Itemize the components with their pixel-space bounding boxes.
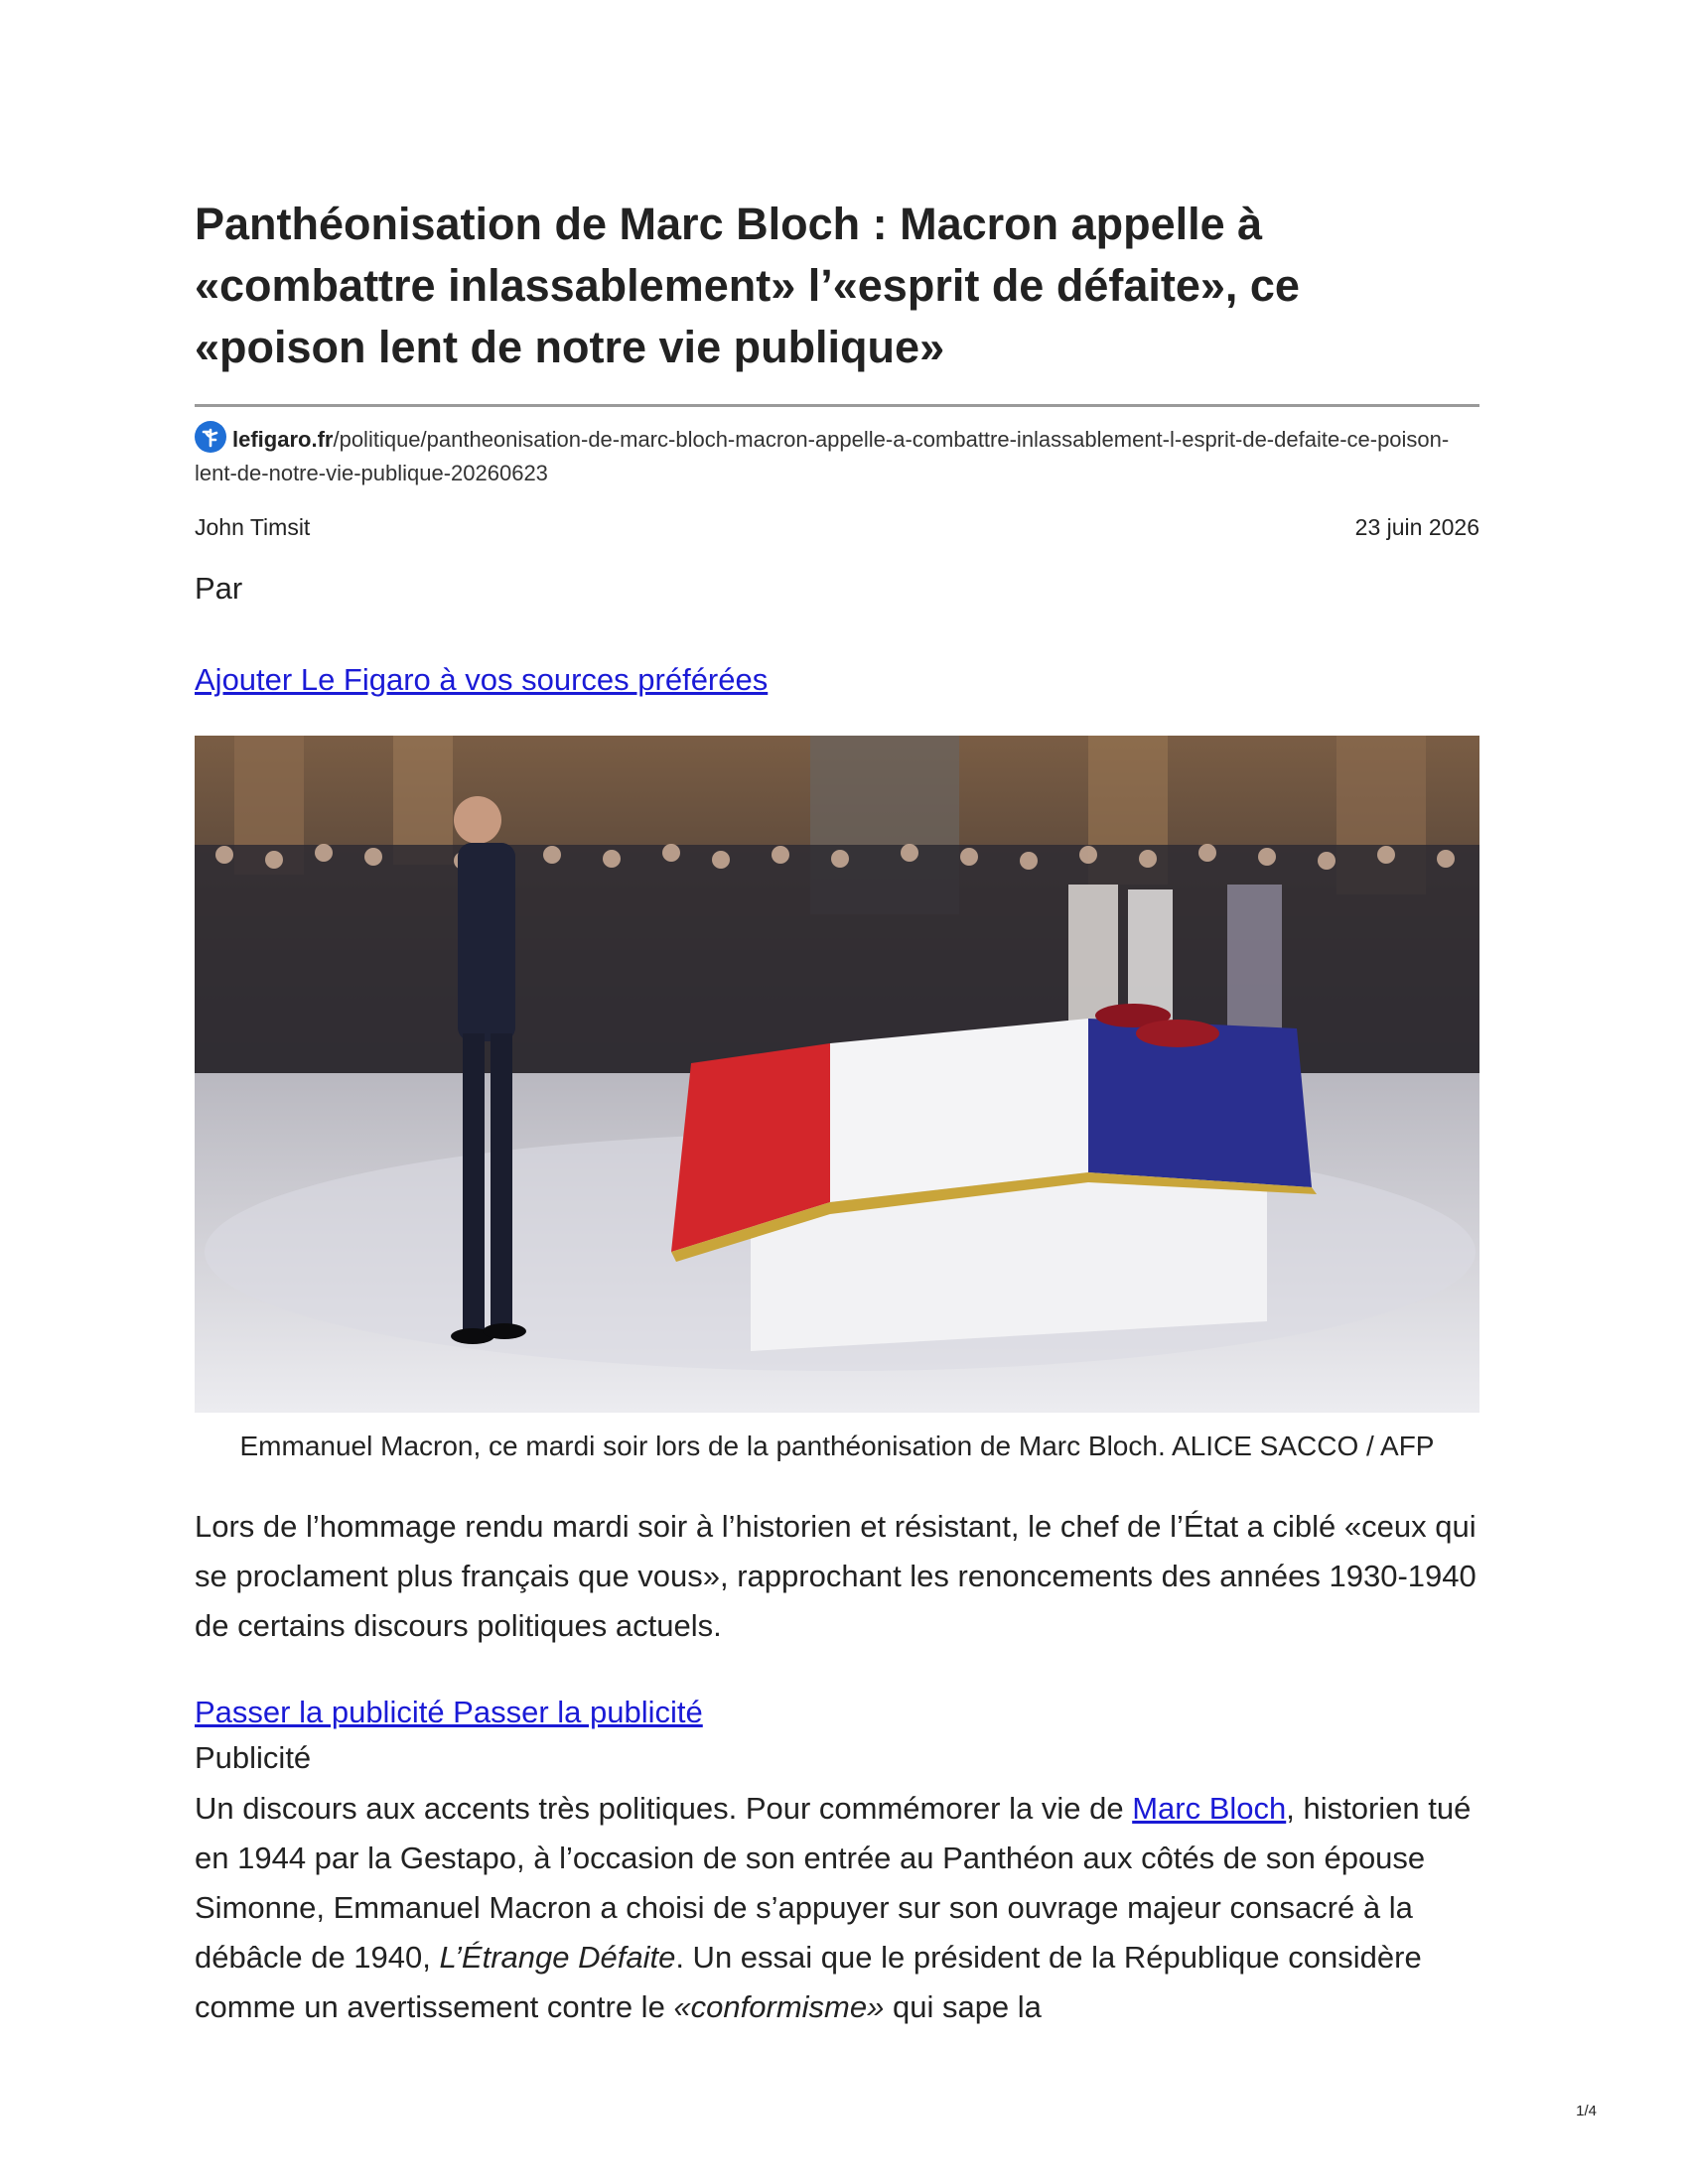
title-divider bbox=[195, 404, 1479, 407]
figaro-logo-icon bbox=[195, 421, 226, 453]
article-lead: Lors de l’hommage rendu mardi soir à l’historien et résistant, le chef de l’État a ciblé «ceux qui se proclament plus français que vous», rapprochant les renoncements des années 1930-1940 de certains discours politiques actuels. bbox=[195, 1509, 1477, 1643]
article-body bbox=[195, 1784, 1479, 2032]
add-source-link[interactable]: Ajouter Le Figaro à vos sources préférées bbox=[195, 662, 769, 697]
byline bbox=[195, 514, 1479, 541]
skip-ad-link[interactable]: Passer la publicité Passer la publicité bbox=[195, 1695, 703, 1729]
page-number: 1/4 bbox=[1576, 2103, 1597, 2119]
body-text-4: qui sape la bbox=[884, 1989, 1042, 2024]
book-title: L’Étrange Défaite bbox=[439, 1940, 676, 1975]
body-text-3: . Un essai que le président de la République considère comme un avertissement contre le bbox=[195, 1940, 1422, 2024]
source-domain: lefigaro.fr bbox=[232, 427, 334, 452]
body-text-1: Un discours aux accents très politiques. Pour commémorer la vie de bbox=[195, 1791, 1133, 1826]
ceremony-photo bbox=[195, 736, 1479, 1413]
author: John Timsit bbox=[195, 514, 311, 540]
body-text-2: , historien tué en 1944 par la Gestapo, à l’occasion de son entrée au Panthéon aux côtés de son épouse Simonne, Emmanuel Macron a choisi de s’appuyer sur son ouvrage majeur consacré à la débâcle de 1940, bbox=[195, 1791, 1472, 1975]
article bbox=[195, 194, 1479, 2032]
quote-conformisme: «conformisme» bbox=[673, 1989, 885, 2024]
source-url[interactable] bbox=[195, 421, 1479, 490]
article-title: Panthéonisation de Marc Bloch : Macron appelle à «combattre inlassablement» l’«esprit de défaite», ce «poison lent de notre vie publique» bbox=[195, 199, 1300, 372]
by-label: Par bbox=[195, 571, 243, 606]
marc-bloch-link[interactable]: Marc Bloch bbox=[1132, 1791, 1287, 1826]
publish-date: 23 juin 2026 bbox=[1354, 514, 1479, 540]
article-photo bbox=[195, 736, 1479, 1413]
source-path: /politique/pantheonisation-de-marc-bloch-macron-appelle-a-combattre-inlassablement-l-esprit-de-defaite-ce-poison-lent-de-notre-vie-publique-20260623 bbox=[195, 427, 1450, 485]
ad-label: Publicité bbox=[195, 1740, 312, 1775]
photo-caption: Emmanuel Macron, ce mardi soir lors de la panthéonisation de Marc Bloch. ALICE SACCO / AFP bbox=[239, 1431, 1435, 1461]
